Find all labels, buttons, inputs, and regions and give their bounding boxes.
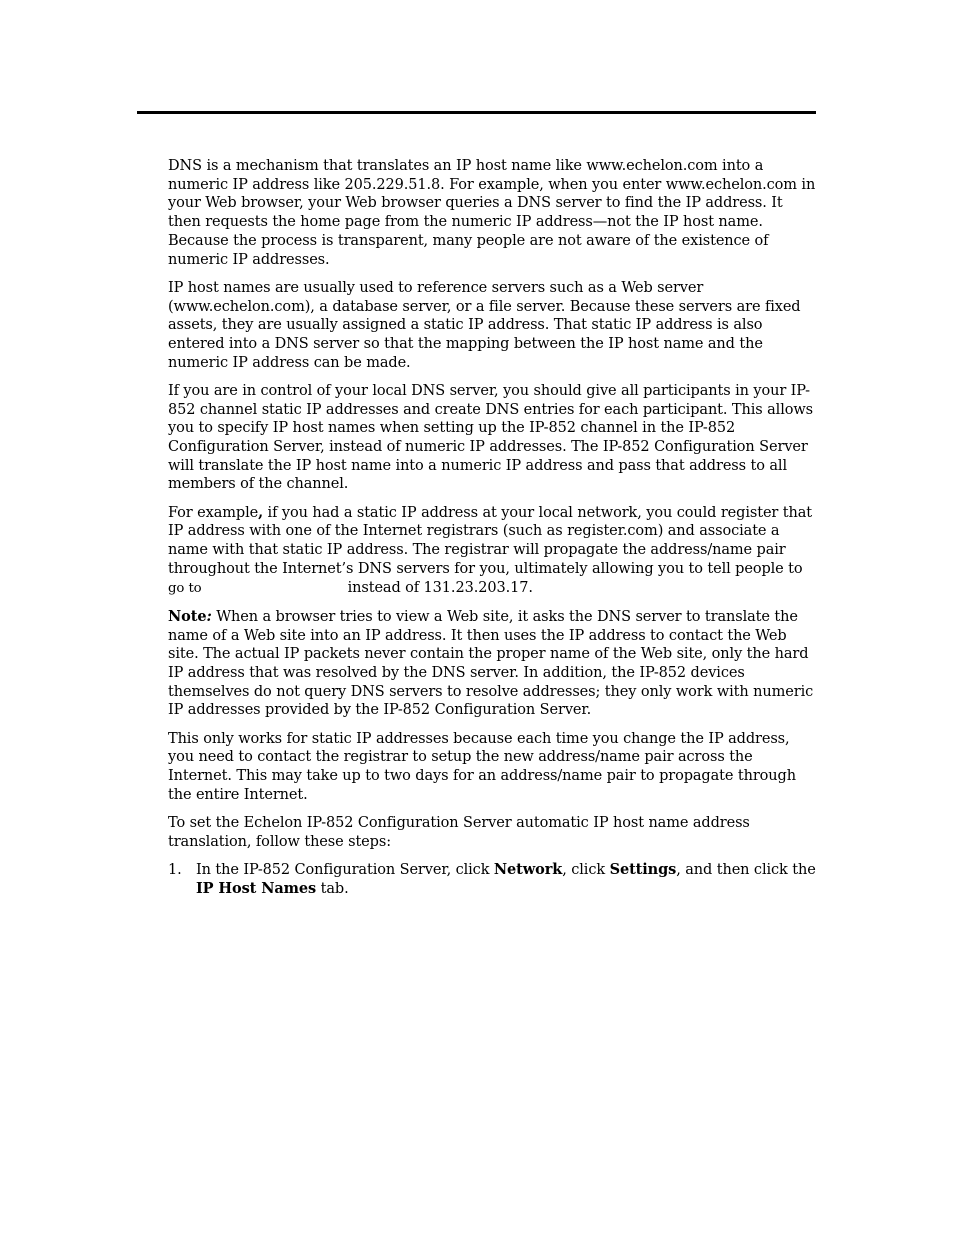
step-text-3: , and then click the xyxy=(676,862,816,879)
step-text-1: In the IP-852 Configuration Server, click xyxy=(196,862,494,879)
step-number: 1. xyxy=(168,862,182,879)
note-body: When a browser tries to view a Web site, it asks the DNS server to translate the name of a Web site into an IP address. It then uses the IP address to contact the Web site. The actual IP packets never contain the proper name of the Web site, only the hard IP address that was resolved by the DNS server. In addition, the IP-852 devices themselves do not query DNS servers to resolve addresses; they only work with numeric IP addresses provided by the IP-852 Configuration Server. xyxy=(168,608,814,719)
note-paragraph xyxy=(168,608,816,720)
note-colon: : xyxy=(206,607,212,625)
example-lead: For example xyxy=(168,504,259,521)
paragraph-steps-intro: To set the Echelon IP-852 Configuration Server automatic IP host name address translation, follow these steps: xyxy=(168,815,750,850)
step-settings: Settings xyxy=(609,861,677,879)
example-goto: go to xyxy=(168,580,202,596)
example-comma: , xyxy=(258,503,264,521)
step-network: Network xyxy=(493,861,563,879)
paragraph-registrar-example xyxy=(168,504,816,599)
example-body: if you had a static IP address at your local network, you could register that IP address with one of the Internet registrars (such as register.com) and associate a name with that static IP address. The registrar will propagate the address/name pair throughout the Internet’s DNS servers for you, ultimately allowing you to tell people to xyxy=(168,504,813,577)
paragraph-local-dns: If you are in control of your local DNS server, you should give all participants in your IP-852 channel static IP addresses and create DNS entries for each participant. This allows you to specify IP host names when setting up the IP-852 channel in the IP-852 Configuration Server, instead of numeric IP addresses. The IP-852 Configuration Server will translate the IP host name into a numeric IP address and pass that address to all members of the channel. xyxy=(168,382,814,493)
step-text-4: tab. xyxy=(316,880,349,897)
note-label: Note xyxy=(168,607,207,625)
paragraph-dns-intro: DNS is a mechanism that translates an IP host name like www.echelon.com into a numeric IP address like 205.229.51.8. For example, when you enter www.echelon.com in your Web browser, your Web browser queries a DNS server to find the IP address. It then requests the home page from the numeric IP address—not the IP host name. Because the process is transparent, many people are not aware of the existence of numeric IP addresses. xyxy=(168,158,816,268)
example-tail: instead of 131.23.203.17. xyxy=(347,579,533,596)
paragraph-host-names: IP host names are usually used to reference servers such as a Web server (www.echelon.com), a database server, or a file server. Because these servers are fixed assets, they are usually assigned a static IP address. That static IP address is also entered into a DNS server so that the mapping between the IP host name and the numeric IP address can be made. xyxy=(168,279,801,371)
paragraph-static-only: This only works for static IP addresses because each time you change the IP address, you need to contact the registrar to setup the new address/name pair across the Internet. This may take up to two days for an address/name pair to propagate through the entire Internet. xyxy=(168,730,796,803)
step-text-2: , click xyxy=(562,862,610,879)
steps-list xyxy=(168,861,816,898)
header-rule xyxy=(137,111,816,114)
body-text xyxy=(168,157,816,898)
step-ip-host-names: IP Host Names xyxy=(196,879,317,897)
step-item xyxy=(168,861,816,898)
